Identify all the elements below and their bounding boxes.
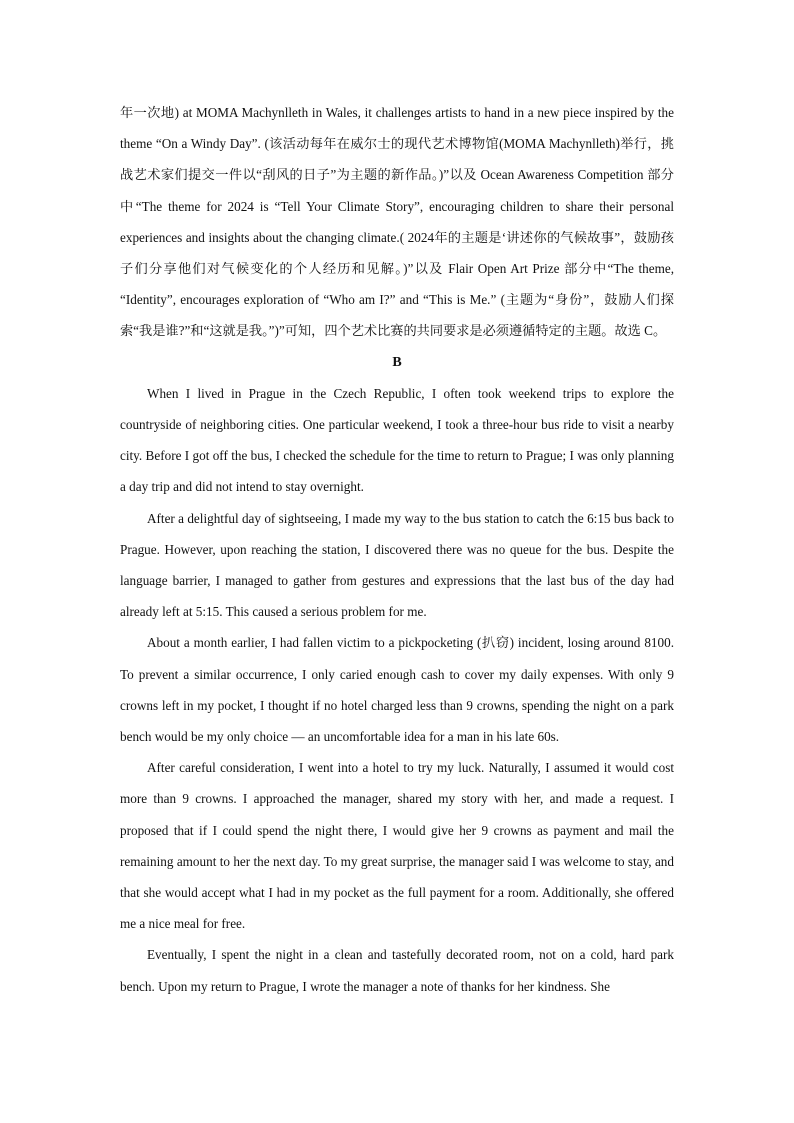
section-title: B: [392, 354, 402, 370]
passage-paragraph: When I lived in Prague in the Czech Republic, I often took weekend trips to explore the countryside of neighboring cities. One particular weekend, I took a three-hour bus ride to visit a nearby city. Before I got off the bus, I checked the schedule for the time to return to Prague; I was only planning a day trip and did not intend to stay overnight.: [120, 385, 674, 495]
passage-paragraph: About a month earlier, I had fallen victim to a pickpocketing (扒窃) incident, losing around 8100. To prevent a similar occurrence, I only caried enough cash to cover my daily expenses. With only 9 crowns left in my pocket, I thought if no hotel charged less than 9 crowns, spending the night on a park bench would be my only choice — an uncomfortable idea for a man in his late 60s.: [120, 635, 674, 745]
answer-explanation-paragraph: 年一次地) at MOMA Machynlleth in Wales, it challenges artists to hand in a new piece inspired by the theme “On a Windy Day”. (该活动每年在威尔士的现代艺术博物馆(MOMA Machynlleth)举行，挑战艺术家们提交一件以“刮风的日子”为主题的新作品。)”以及 Ocean Awareness Competition 部分中“The theme for 2024 is “Tell Your Climate Story”, encouraging children to share their personal experiences and insights about the changing climate.( 2024年的主题是‘讲述你的气候故事”，鼓励孩子们分享他们对气候变化的个人经历和见解。)”以及 Flair Open Art Prize 部分中“The theme, “Identity”, encourages exploration of “Who am I?” and “This is Me.” (主题为“身份”，鼓励人们探索“我是谁?”和“这就是我。”)”可知，四个艺术比赛的共同要求是必须遵循特定的主题。故选 C。: [120, 105, 674, 339]
passage-paragraph: After careful consideration, I went into a hotel to try my luck. Naturally, I assumed it would cost more than 9 crowns. I approached the manager, shared my story with her, and made a request. I proposed that if I could spend the night there, I would give her 9 crowns as payment and mail the remaining amount to her the next day. To my great surprise, the manager said I was welcome to stay, and that she would accept what I had in my pocket as the full payment for a room. Additionally, she offered me a nice meal for free.: [120, 760, 674, 932]
passage-paragraph: Eventually, I spent the night in a clean and tastefully decorated room, not on a cold, hard park bench. Upon my return to Prague, I wrote the manager a note of thanks for her kindness. She: [120, 947, 674, 994]
passage-paragraph: After a delightful day of sightseeing, I made my way to the bus station to catch the 6:15 bus back to Prague. However, upon reaching the station, I discovered there was no queue for the bus. Despite the language barrier, I managed to gather from gestures and expressions that the last bus of the day had already left at 5:15. This caused a serious problem for me.: [120, 510, 674, 620]
document-body: [120, 97, 674, 1002]
